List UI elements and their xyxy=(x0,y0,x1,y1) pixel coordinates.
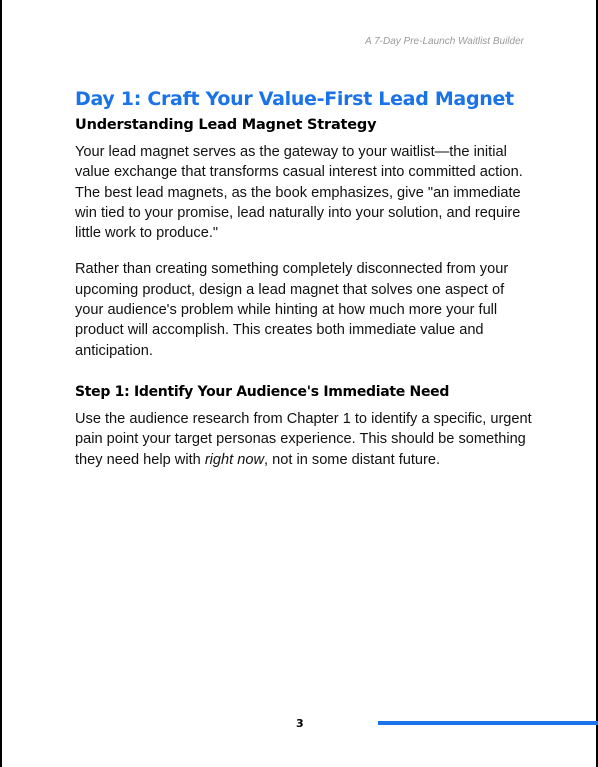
paragraph-identify-need xyxy=(75,409,535,470)
page-content xyxy=(75,86,535,486)
section-heading: Understanding Lead Magnet Strategy xyxy=(75,117,377,133)
paragraph-lead-magnet-design: Rather than creating something completely disconnected from your upcoming product, design a lead magnet that solves one aspect of your audience's problem while hinting at how much more your full product will accomplish. This creates both immediate value and anticipation. xyxy=(75,261,509,359)
paragraph-text-after: , not in some distant future. xyxy=(264,451,441,468)
running-header: A 7-Day Pre-Launch Waitlist Builder xyxy=(365,36,524,47)
footer-accent-bar xyxy=(378,721,598,725)
paragraph-lead-magnet-role: Your lead magnet serves as the gateway to your waitlist—the initial value exchange that transforms casual interest into committed action. The best lead magnets, as the book emphasizes, give "an immediate win tied to your promise, lead naturally into your solution, and require little work to produce." xyxy=(75,144,523,242)
day-title: Day 1: Craft Your Value-First Lead Magnet xyxy=(75,88,514,110)
step-heading: Step 1: Identify Your Audience's Immediate Need xyxy=(75,383,450,400)
page-number: 3 xyxy=(296,717,304,730)
paragraph-text-before: Use the audience research from Chapter 1 to identify a specific, urgent pain point your target personas experience. This should be something they need help with xyxy=(75,410,532,468)
paragraph-emphasis: right now xyxy=(204,451,265,468)
